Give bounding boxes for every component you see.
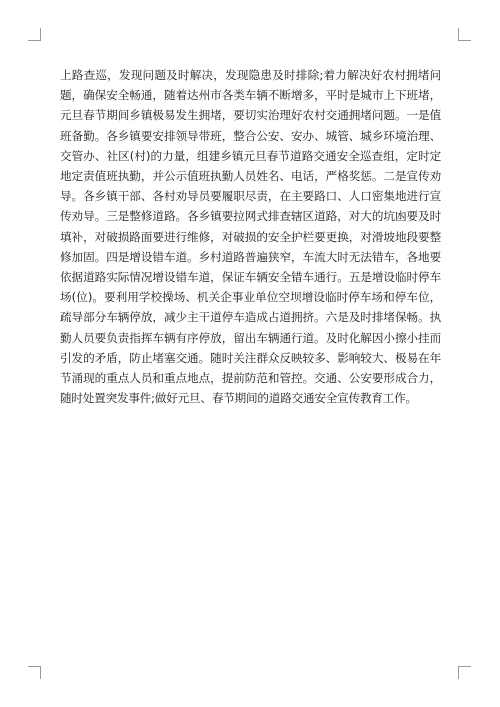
body-paragraph: 上路查巡，发现问题及时解决，发现隐患及时排除;着力解决好农村拥堵问题，确保安全畅通，随着达州市各类车辆不断增多，平时是城市上下班堵，元旦春节期间乡镇极易发生拥堵，要切实治理好农村交通拥堵问题。一是值班备勤。各乡镇要安排领导带班，整合公安、安办、城管、城乡环境治理、交管办、社区(村)的力量，组建乡镇元旦春节道路交通安全巡查组，定时定地定责值班执勤，并公示值班执勤人员姓名、电话，严格奖惩。二是宣传劝导。各乡镇干部、各村劝导员要履职尽责，在主要路口、人口密集地进行宣传劝导。三是整修道路。各乡镇要拉网式排查辖区道路，对大的坑凼要及时填补，对破损路面要进行维修，对破损的安全护栏要更换，对滑坡地段要整修加固。四是增设错车道。乡村道路普遍狭窄，车流大时无法错车，各地要依据道路实际情况增设错车道，保证车辆安全错车通行。五是增设临时停车场(位)。要利用学校操场、机关企事业单位空坝增设临时停车场和停车位，疏导部分车辆停放，减少主干道停车造成占道拥挤。六是及时排堵保畅。执勤人员要负责指挥车辆有序停放，留出车辆通行道。及时化解因小擦小挂而引发的矛盾，防止堵塞交通。随时关注群众反映较多、影响较大、极易在年节涌现的重点人员和重点地点，提前防范和管控。交通、公安要形成合力，随时处置突发事件;做好元旦、春节期间的道路交通安全宣传教育工作。 — [60, 68, 441, 406]
crop-mark-top-right — [458, 28, 471, 41]
crop-mark-top-left — [28, 28, 41, 41]
crop-mark-bottom-left — [28, 666, 41, 679]
crop-mark-bottom-right — [458, 666, 471, 679]
